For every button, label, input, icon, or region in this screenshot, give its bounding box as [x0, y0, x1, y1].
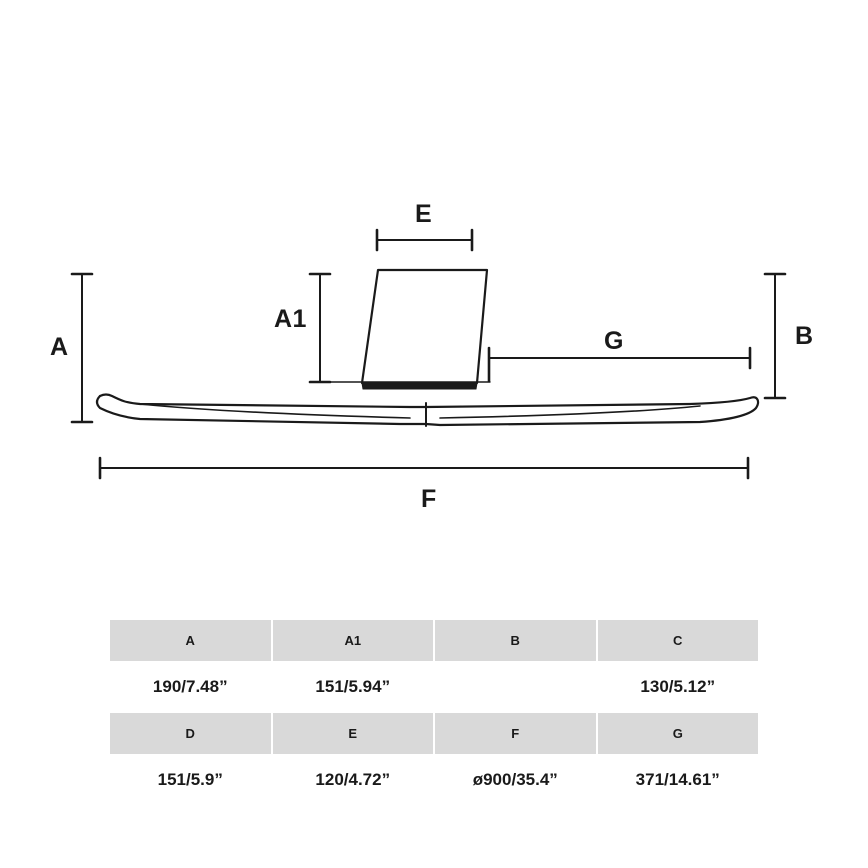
- spec-value-cell: 151/5.9”: [109, 755, 272, 805]
- spec-header-cell: E: [272, 712, 435, 755]
- spec-header-cell: G: [597, 712, 760, 755]
- spec-value-cell: 130/5.12”: [597, 662, 760, 712]
- table-row: [109, 755, 759, 805]
- dimension-label-A: A: [50, 333, 69, 361]
- dimension-label-B: B: [795, 322, 814, 350]
- spec-header-cell: D: [109, 712, 272, 755]
- spec-header-cell: F: [434, 712, 597, 755]
- blade-right-edge: [426, 397, 758, 425]
- dimension-label-F: F: [421, 485, 437, 513]
- spec-value-cell: [434, 662, 597, 712]
- housing-base-plate: [362, 383, 477, 389]
- dimension-label-E: E: [415, 200, 433, 228]
- spec-header-cell: A1: [272, 619, 435, 662]
- dimension-label-A1: A1: [274, 305, 307, 333]
- spec-value-cell: ø900/35.4”: [434, 755, 597, 805]
- dimension-label-G: G: [604, 327, 624, 355]
- table-row: [109, 662, 759, 712]
- motor-housing-shape: [362, 270, 487, 383]
- blade-inner-contour-right: [440, 406, 700, 418]
- spec-value-cell: 190/7.48”: [109, 662, 272, 712]
- table-row: [109, 619, 759, 662]
- spec-value-cell: 151/5.94”: [272, 662, 435, 712]
- blade-bottom-left-edge: [97, 396, 426, 424]
- spec-header-cell: B: [434, 619, 597, 662]
- spec-header-cell: A: [109, 619, 272, 662]
- table-row: [109, 712, 759, 755]
- spec-header-cell: C: [597, 619, 760, 662]
- spec-table-body: [109, 619, 759, 805]
- spec-value-cell: 371/14.61”: [597, 755, 760, 805]
- dimension-spec-table: [108, 618, 760, 806]
- spec-value-cell: 120/4.72”: [272, 755, 435, 805]
